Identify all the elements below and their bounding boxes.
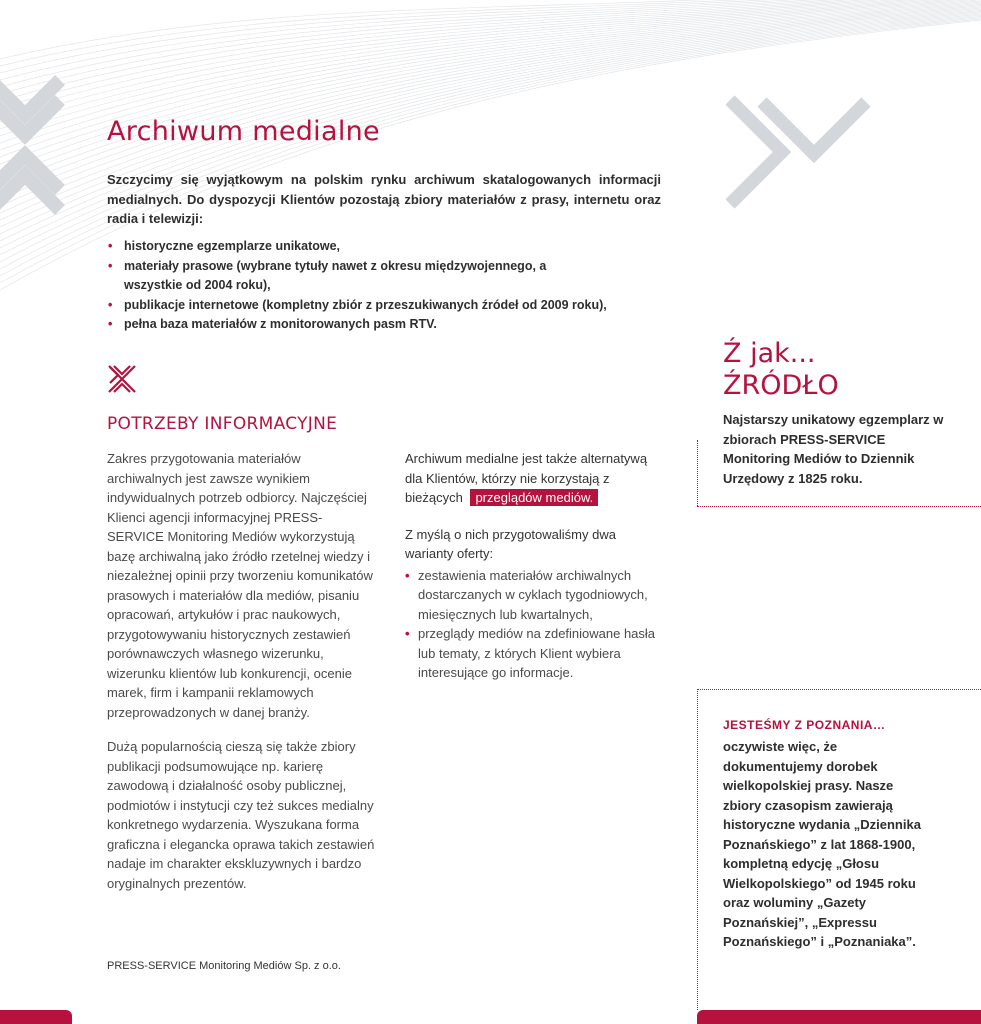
list-item <box>107 296 607 316</box>
offer-bullet-list <box>405 566 667 683</box>
list-item <box>107 315 607 335</box>
list-item <box>107 237 607 257</box>
footer-company: PRESS-SERVICE Monitoring Mediów Sp. z o.o. <box>107 960 341 972</box>
sidebar-title <box>723 338 839 402</box>
list-item-text: publikacje internetowe (kompletny zbiór z przeszukiwanych źródeł od 2009 roku), <box>124 297 607 312</box>
divider <box>697 440 698 506</box>
intro-bullet-list <box>107 237 607 335</box>
list-item-text: materiały prasowe (wybrane tytuły nawet z okresu międzywojennego, a wszystkie od 2004 roku), <box>124 258 547 292</box>
list-item-text: przeglądy mediów na zdefiniowane hasła lub tematy, z których Klient wybiera interesujące go informacje. <box>418 626 656 680</box>
list-item-text: zestawienia materiałów archiwalnych dostarczanych w cyklach tygodniowych, miesięcznych lub kwartalnych, <box>418 567 648 622</box>
paragraph: Z myślą o nich przygotowaliśmy dwa warianty oferty: <box>405 526 616 561</box>
bullet-icon: • <box>108 297 113 312</box>
paragraph <box>405 449 667 508</box>
chevron-x-logo-icon <box>722 92 902 272</box>
divider <box>697 506 981 507</box>
intro-paragraph: Szczycimy się wyjątkowym na polskim rynku archiwum skatalogowanych informacji medialnych. Do dyspozycji Klientów pozostają zbiory materiałów z prasy, internetu oraz radia i telewizji: <box>107 172 661 226</box>
list-item <box>405 566 667 625</box>
box-body: oczywiste więc, że dokumentujemy dorobek wielkopolskiej prasy. Nasze zbiory czasopism zawierają historyczne wydania „Dziennika Poznańskiego” z lat 1868-1900, kompletną edycję „Głosu Wielkopolskiego” od 1945 roku oraz woluminy „Gazety Poznańskiej”, „Expressu Poznańskiego” i „Poznaniaka”. <box>723 739 921 949</box>
footer-bar <box>0 1010 72 1024</box>
col2-intro-text: Archiwum medialne jest także alternatywą dla Klientów, którzy nie korzystają z bieżących <box>405 451 648 505</box>
chevron-x-small-icon <box>106 363 138 395</box>
list-item-text: pełna baza materiałów z monitorowanych pasm RTV. <box>124 317 437 331</box>
bullet-icon: • <box>108 317 113 331</box>
sidebar-title-line: ŹRÓDŁO <box>723 370 839 401</box>
list-item-text: historyczne egzemplarze unikatowe, <box>124 239 341 253</box>
box-heading: JESTEŚMY Z POZNANIA… <box>723 718 886 732</box>
sidebar-note: Najstarszy unikatowy egzemplarz w zbiorach PRESS-SERVICE Monitoring Mediów to Dziennik Urzędowy z 1825 roku. <box>723 412 944 486</box>
bullet-icon: • <box>108 258 113 273</box>
middle-column <box>405 449 667 683</box>
footer-bar <box>697 1010 981 1024</box>
paragraph: Dużą popularnością cieszą się także zbiory publikacji podsumowujące np. karierę zawodową i działalność osoby publicznej, podmiotów i instytucji czy też sukces medialny konkretnego wydarzenia. Wyszukana forma graficzna i elegancka oprawa takich zestawień nadaje im charakter ekskluzywnych i bardzo oryginalnych prezentów. <box>107 739 375 891</box>
bullet-icon: • <box>108 239 113 253</box>
left-column <box>107 449 377 908</box>
bullet-icon: • <box>405 626 410 641</box>
divider <box>697 689 981 690</box>
highlight-tag: przeglądów mediów. <box>470 489 598 506</box>
page-title: Archiwum medialne <box>107 116 380 147</box>
list-item <box>405 624 667 683</box>
section-heading: POTRZEBY INFORMACYJNE <box>107 414 338 434</box>
paragraph: Zakres przygotowania materiałów archiwalnych jest zawsze wynikiem indywidualnych potrzeb odbiorcy. Najczęściej Klienci agencji informacyjnej PRESS-SERVICE Monitoring Mediów wykorzystują bazę archiwalną jako źródło rzetelnej wiedzy i niezależnej opinii przy tworzeniu komunikatów prasowych i materiałów dla mediów, pisaniu opracowań, artykułów i prac naukowych, przygotowywaniu historycznych zestawień porównawczych własnego wizerunku, wizerunku klientów lub konkurencji, ocenie marek, firm i kampanii reklamowych przeprowadzonych w danej branży. <box>107 451 373 720</box>
bullet-icon: • <box>405 567 410 583</box>
divider <box>697 689 698 1010</box>
chevron-x-logo-icon <box>0 70 90 220</box>
list-item <box>107 257 607 296</box>
sidebar-title-line: Ź jak... <box>723 338 816 369</box>
